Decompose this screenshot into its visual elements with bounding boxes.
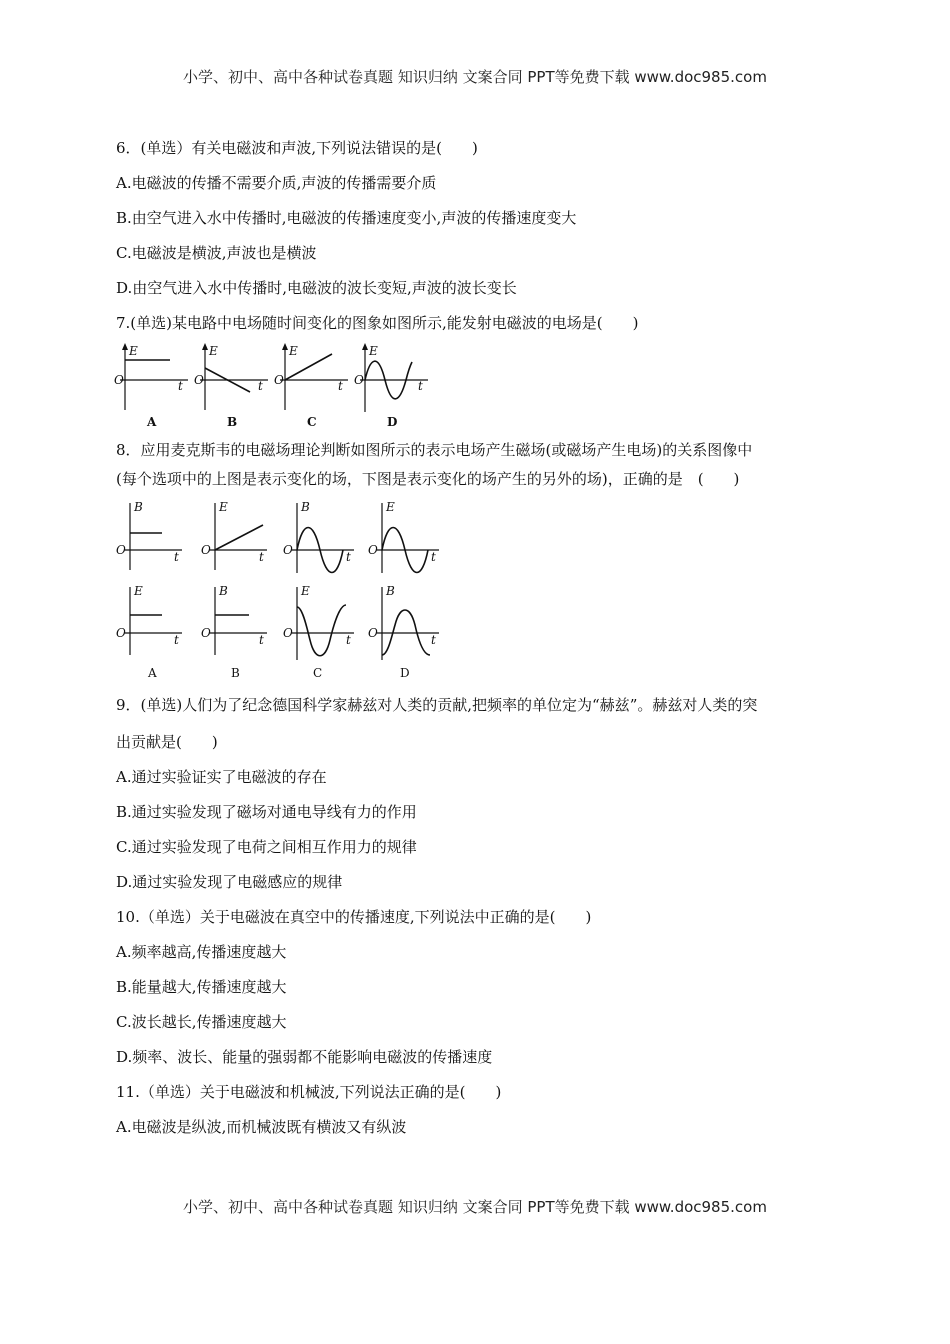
q7-b-axis-x: t	[258, 379, 263, 393]
q8-b-top	[201, 500, 267, 570]
q7-stem: 7.(单选)某电路中电场随时间变化的图象如图所示,能发射电磁波的电场是( )	[116, 314, 639, 332]
q8-d-bottom-origin: O	[368, 626, 378, 640]
q8-d-bottom-t: t	[431, 633, 436, 647]
q8-a-bottom-origin: O	[116, 626, 126, 640]
q7-a-origin: O	[114, 373, 124, 387]
q8-stem-line1: 8．应用麦克斯韦的电磁场理论判断如图所示的表示电场产生磁场(或磁场产生电场)的关系图像中	[116, 441, 753, 459]
q8-a-bottom-t: t	[174, 633, 179, 647]
q7-graph-a	[114, 343, 188, 429]
q8-label-a: A	[148, 666, 157, 680]
q8-d-top-origin: O	[368, 543, 378, 557]
q8-c-top-t: t	[346, 550, 351, 564]
q7-d-origin: O	[354, 373, 364, 387]
q8-d-top-axis: E	[386, 500, 395, 514]
q7-c-axis-y: E	[289, 344, 298, 358]
q8-d-top	[368, 500, 439, 573]
q9-option-d: D.通过实验发现了电磁感应的规律	[116, 873, 343, 891]
q8-a-bottom-axis: E	[134, 584, 143, 598]
q8-b-bottom-origin: O	[201, 626, 211, 640]
page-header: 小学、初中、高中各种试卷真题 知识归纳 文案合同 PPT等免费下载 www.doc985.com	[183, 68, 767, 86]
q7-c-axis-x: t	[338, 379, 343, 393]
q8-b-bottom-t: t	[259, 633, 264, 647]
q10-stem: 10.（单选）关于电磁波在真空中的传播速度,下列说法中正确的是( )	[116, 908, 592, 926]
q7-graph-b	[194, 343, 268, 429]
q7-graph-c	[274, 343, 348, 429]
q8-c-top-axis: B	[301, 500, 310, 514]
q10-option-a: A.频率越高,传播速度越大	[116, 943, 287, 961]
q8-a-top-axis: B	[134, 500, 143, 514]
q8-figure	[110, 495, 455, 685]
q8-d-bottom	[368, 584, 439, 680]
q9-option-a: A.通过实验证实了电磁波的存在	[116, 768, 327, 786]
q8-b-top-origin: O	[201, 543, 211, 557]
q8-c-bottom	[283, 584, 354, 680]
q8-a-bottom	[116, 584, 182, 680]
q10-option-b: B.能量越大,传播速度越大	[116, 978, 287, 996]
q7-c-origin: O	[274, 373, 284, 387]
q7-graph-d	[354, 343, 428, 429]
q8-c-top	[283, 500, 354, 573]
q8-a-top-origin: O	[116, 543, 126, 557]
q8-b-bottom	[201, 584, 267, 680]
q8-b-top-t: t	[259, 550, 264, 564]
q7-a-axis-x: t	[178, 379, 183, 393]
q8-c-bottom-axis: E	[301, 584, 310, 598]
q7-label-d: D	[387, 415, 398, 429]
q6-option-a: A.电磁波的传播不需要介质,声波的传播需要介质	[116, 174, 437, 192]
q10-option-c: C.波长越长,传播速度越大	[116, 1013, 287, 1031]
q7-label-a: A	[147, 415, 157, 429]
q6-option-c: C.电磁波是横波,声波也是横波	[116, 244, 317, 262]
q9-option-c: C.通过实验发现了电荷之间相互作用力的规律	[116, 838, 417, 856]
q8-a-top-t: t	[174, 550, 179, 564]
q6-stem: 6．(单选）有关电磁波和声波,下列说法错误的是( )	[116, 139, 478, 157]
q7-a-axis-y: E	[129, 344, 138, 358]
q8-label-d: D	[400, 666, 410, 680]
q7-figure	[110, 340, 450, 432]
q8-d-top-t: t	[431, 550, 436, 564]
q8-c-bottom-origin: O	[283, 626, 293, 640]
q8-c-bottom-t: t	[346, 633, 351, 647]
q7-d-axis-y: E	[369, 344, 378, 358]
q8-stem-line2: (每个选项中的上图是表示变化的场，下图是表示变化的场产生的另外的场)，正确的是 ( )	[116, 470, 740, 488]
q7-b-axis-y: E	[209, 344, 218, 358]
q8-b-top-axis: E	[219, 500, 228, 514]
q11-stem: 11.（单选）关于电磁波和机械波,下列说法正确的是( )	[116, 1083, 502, 1101]
q9-stem-line1: 9．(单选)人们为了纪念德国科学家赫兹对人类的贡献,把频率的单位定为“赫兹”。赫兹对人类的突	[116, 696, 758, 714]
q7-label-b: B	[227, 415, 238, 429]
q7-d-axis-x: t	[418, 379, 423, 393]
q8-label-c: C	[313, 666, 323, 680]
q6-option-d: D.由空气进入水中传播时,电磁波的波长变短,声波的波长变长	[116, 279, 517, 297]
q9-stem-line2: 出贡献是( )	[116, 733, 218, 751]
page-footer: 小学、初中、高中各种试卷真题 知识归纳 文案合同 PPT等免费下载 www.doc985.com	[183, 1198, 767, 1216]
q7-label-c: C	[307, 415, 317, 429]
q8-label-b: B	[231, 666, 240, 680]
q10-option-d: D.频率、波长、能量的强弱都不能影响电磁波的传播速度	[116, 1048, 493, 1066]
q6-option-b: B.由空气进入水中传播时,电磁波的传播速度变小,声波的传播速度变大	[116, 209, 577, 227]
q11-option-a: A.电磁波是纵波,而机械波既有横波又有纵波	[116, 1118, 407, 1136]
q7-b-origin: O	[194, 373, 204, 387]
q8-d-bottom-axis: B	[386, 584, 395, 598]
q8-c-top-origin: O	[283, 543, 293, 557]
q9-option-b: B.通过实验发现了磁场对通电导线有力的作用	[116, 803, 417, 821]
q8-a-top	[116, 500, 182, 570]
q8-b-bottom-axis: B	[219, 584, 228, 598]
